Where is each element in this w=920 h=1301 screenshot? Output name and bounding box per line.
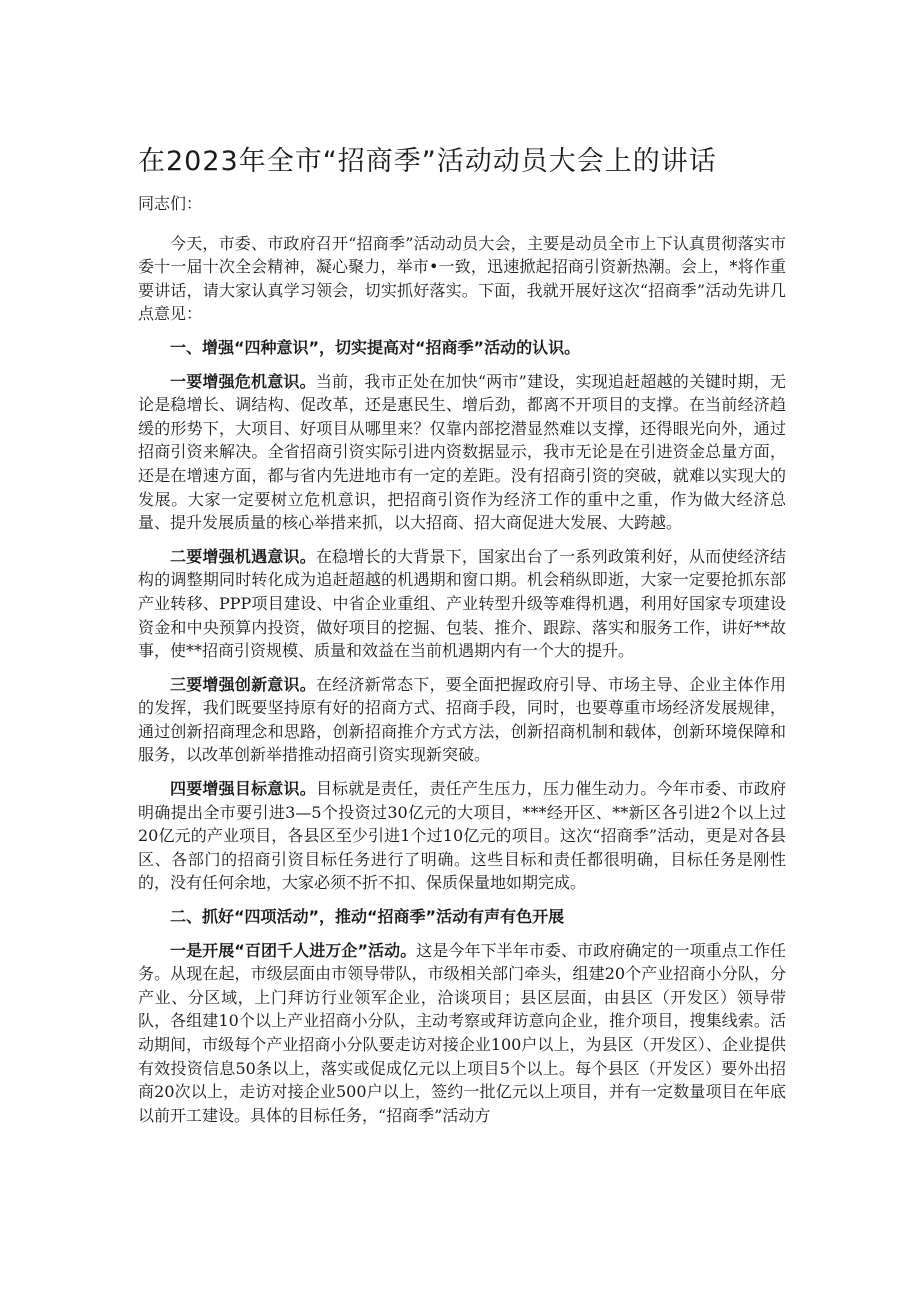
paragraph-lead: 一是开展“百团千人进万企”活动。 <box>170 940 417 960</box>
paragraph-text: 在经济新常态下，要全面把握政府引导、市场主导、企业主体作用的发挥，我们既要坚持原有好的招商方式、招商手段，同时，也要尊重市场经济发展规律，通过创新招商理念和思路，创新招商推介方式方法，创新招商机制和载体，创新环境保障和服务，以改革创新举措推动招商引资实现新突破。 <box>138 674 786 765</box>
section-heading-1: 一、增强“四种意识”，切实提高对“招商季”活动的认识。 <box>170 337 581 357</box>
paragraph-lead: 四要增强目标意识。 <box>170 779 316 799</box>
paragraph-text: 当前，我市正处在加快“两市”建设，实现追赶超越的关键时期，无论是稳增长、调结构、促改革，还是惠民生、增后劲，都离不开项目的支撑。在当前经济趋缓的形势下，大项目、好项目从哪里来？仅靠内部挖潜显然难以支撑，还得眼光向外，通过招商引资来解决。全省招商引资实际引进内资数据显示，我市无论是在引进资金总量方面，还是在增速方面，都与省内先进地市有一定的差距。没有招商引资的突破，就难以实现大的发展。大家一定要树立危机意识，把招商引资作为经济工作的重中之重，作为做大经济总量、提升发展质量的核心举措来抓，以大招商、招大商促进大发展、大跨越。 <box>138 371 786 533</box>
salutation: 同志们： <box>138 194 203 213</box>
paragraph <box>138 545 786 663</box>
paragraph-lead: 一要增强危机意识。 <box>170 371 316 391</box>
section-heading-2: 二、抓好“四项活动”，推动“招商季”活动有声有色开展 <box>170 907 565 927</box>
paragraph-lead: 二要增强机遇意识。 <box>170 546 316 566</box>
paragraph <box>138 777 786 895</box>
intro-paragraph: 今天，市委、市政府召开“招商季”活动动员大会，主要是动员全市上下认真贯彻落实市委十一届十次全会精神，凝心聚力，举市•一致，迅速掀起招商引资新热潮。会上，*将作重要讲话，请大家认真学习领会，切实抓好落实。下面，我就开展好这次“招商季”活动先讲几点意见： <box>138 233 786 324</box>
page-title: 在2023年全市“招商季”活动动员大会上的讲话 <box>138 146 717 177</box>
document-body <box>138 192 786 1137</box>
paragraph-text: 这是今年下半年市委、市政府确定的一项重点工作任务。从现在起，市级层面由市领导带队，市级相关部门牵头，组建20个产业招商小分队，分产业、分区域，上门拜访行业领军企业，洽谈项目；县区层面，由县区（开发区）领导带队，各组建10个以上产业招商小分队，主动考察或拜访意向企业，推介项目，搜集线索。活动期间，市级每个产业招商小分队要走访对接企业100户以上，为县区（开发区）、企业提供有效投资信息50条以上，落实或促成亿元以上项目5个以上。每个县区（开发区）要外出招商20次以上，走访对接企业500户以上，签约一批亿元以上项目，并有一定数量项目在年底以前开工建设。具体的目标任务，“招商季”活动方 <box>138 940 786 1125</box>
paragraph-text: 目标就是责任，责任产生压力，压力催生动力。今年市委、市政府明确提出全市要引进3—5个投资过30亿元的大项目，***经开区、**新区各引进2个以上过20亿元的产业项目，各县区至少引进1个过10亿元的项目。这次“招商季”活动，更是对各县区、各部门的招商引资目标任务进行了明确。这些目标和责任都很明确，目标任务是刚性的，没有任何余地，大家必须不折不扣、保质保量地如期完成。 <box>138 779 786 893</box>
paragraph <box>138 939 786 1128</box>
paragraph-lead: 三要增强创新意识。 <box>170 674 316 694</box>
paragraph <box>138 370 786 535</box>
paragraph-text: 在稳增长的大背景下，国家出台了一系列政策利好，从而使经济结构的调整期同时转化成为追赶超越的机遇期和窗口期。机会稍纵即逝，大家一定要抢抓东部产业转移、PPP项目建设、中省企业重组、产业转型升级等难得机遇，利用好国家专项建设资金和中央预算内投资，做好项目的挖掘、包装、推介、跟踪、落实和服务工作，讲好**故事，使**招商引资规模、质量和效益在当前机遇期内有一个大的提升。 <box>138 546 786 661</box>
paragraph <box>138 673 786 767</box>
